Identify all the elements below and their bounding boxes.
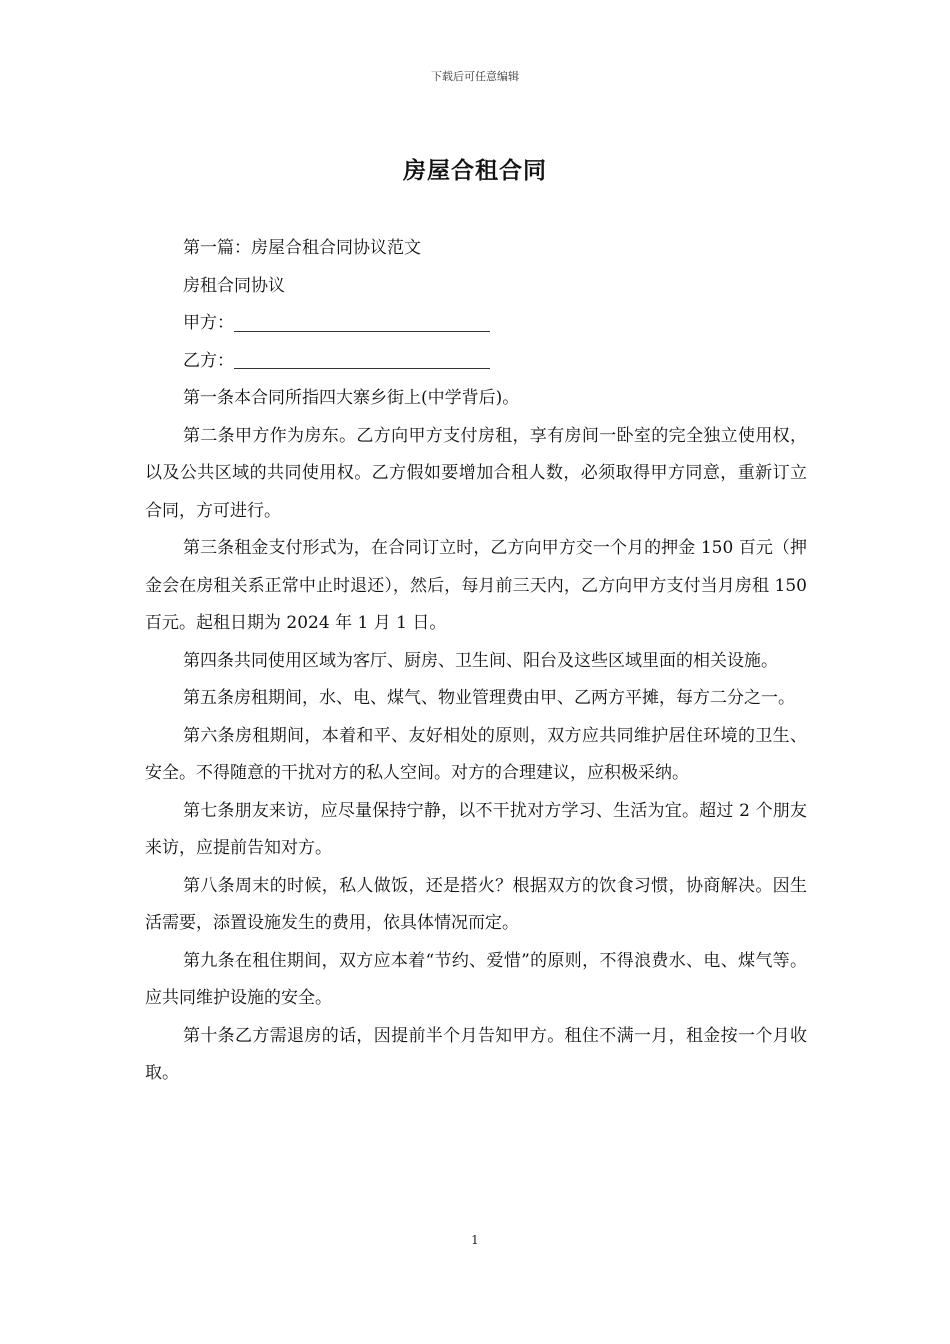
party-b-line: [145, 343, 807, 381]
document-title: 房屋合租合同: [403, 157, 547, 184]
document-body: [145, 230, 807, 1093]
clause-2: 第二条甲方作为房东。乙方向甲方支付房租，享有房间一卧室的完全独立使用权，以及公共区域的共同使用权。乙方假如要增加合租人数，必须取得甲方同意，重新订立合同，方可进行。: [145, 425, 807, 521]
clause-3: 第三条租金支付形式为，在合同订立时，乙方向甲方交一个月的押金 150 百元（押金会在房租关系正常中止时退还），然后，每月前三天内，乙方向甲方支付当月房租 150 百元。起租日期为 2024 年 1 月 1 日。: [145, 538, 807, 633]
document-subtitle: 房租合同协议: [183, 275, 285, 296]
section-heading: 第一篇：房屋合租合同协议范文: [183, 238, 421, 258]
page-number: 1: [471, 1233, 479, 1247]
clause-6: 第六条房租期间，本着和平、友好相处的原则，双方应共同维护居住环境的卫生、安全。不得随意的干扰对方的私人空间。对方的合理建议，应积极采纳。: [145, 725, 807, 783]
party-a-blank[interactable]: [234, 330, 490, 332]
party-a-label: 甲方：: [183, 313, 234, 333]
clause-7: 第七条朋友来访，应尽量保持宁静，以不干扰对方学习、生活为宜。超过 2 个朋友来访，应提前告知对方。: [145, 800, 807, 858]
party-b-blank[interactable]: [234, 367, 490, 369]
party-b-label: 乙方：: [183, 350, 234, 371]
clause-9: 第九条在租住期间，双方应本着“节约、爱惜”的原则，不得浪费水、电、煤气等。应共同维护设施的安全。: [145, 950, 807, 1008]
clause-8: 第八条周末的时候，私人做饭，还是搭火？根据双方的饮食习惯，协商解决。因生活需要，添置设施发生的费用，依具体情况而定。: [145, 875, 807, 933]
clause-5: 第五条房租期间，水、电、煤气、物业管理费由甲、乙两方平摊，每方二分之一。: [183, 688, 795, 708]
clause-10: 第十条乙方需退房的话，因提前半个月告知甲方。租住不满一月，租金按一个月收取。: [145, 1025, 807, 1083]
header-note: 下载后可任意编辑: [431, 70, 519, 83]
clause-4: 第四条共同使用区域为客厅、厨房、卫生间、阳台及这些区域里面的相关设施。: [183, 650, 778, 671]
clause-1: 第一条本合同所指四大寨乡街上(中学背后)。: [183, 388, 520, 408]
party-a-line: [145, 305, 807, 343]
